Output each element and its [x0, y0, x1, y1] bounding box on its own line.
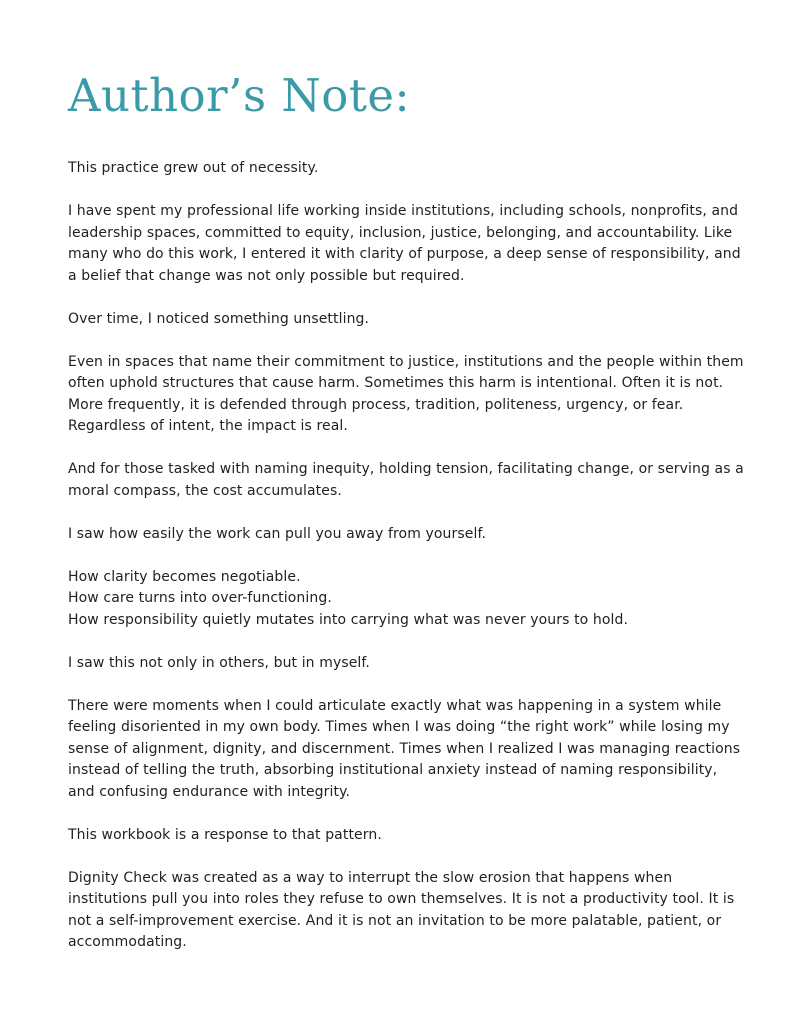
list-line: How responsibility quietly mutates into carrying what was never yours to hold. — [68, 611, 629, 628]
list-line: How clarity becomes negotiable. — [68, 568, 301, 585]
paragraph: I saw how easily the work can pull you away from yourself. — [68, 525, 487, 542]
paragraph: Even in spaces that name their commitment to justice, institutions and the people within them often uphold structures that cause harm. Sometimes this harm is intentional. Often it is not. More frequently, it is defended through process, tradition, politeness, urgency, or fear. Regardless of intent, the impact is real. — [68, 353, 744, 434]
paragraph: There were moments when I could articulate exactly what was happening in a system while feeling disoriented in my own body. Times when I was doing “the right work” while losing my sense of alignment, dignity, and discernment. Times when I realized I was managing reactions instead of telling the truth, absorbing institutional anxiety instead of naming responsibility, and confusing endurance with integrity. — [68, 697, 741, 800]
body-text — [68, 158, 748, 975]
paragraph: This workbook is a response to that pattern. — [68, 826, 382, 843]
paragraph: And for those tasked with naming inequity, holding tension, facilitating change, or serving as a moral compass, the cost accumulates. — [68, 461, 744, 499]
paragraph: This practice grew out of necessity. — [68, 160, 319, 176]
list-line: How care turns into over-functioning. — [68, 590, 332, 606]
page-title: Author’s Note: — [68, 69, 411, 122]
paragraph: I have spent my professional life working inside institutions, including schools, nonprofits, and leadership spaces, committed to equity, inclusion, justice, belonging, and accountability. Like many who do this work, I entered it with clarity of purpose, a deep sense of responsibility, and a belief that change was not only possible but required. — [68, 203, 741, 284]
paragraph: Over time, I noticed something unsettling. — [68, 310, 370, 327]
paragraph: Dignity Check was created as a way to interrupt the slow erosion that happens when institutions pull you into roles they refuse to own themselves. It is not a productivity tool. It is not a self-improvement exercise. And it is not an invitation to be more palatable, patient, or accommodating. — [68, 869, 735, 950]
paragraph: I saw this not only in others, but in myself. — [68, 654, 370, 671]
